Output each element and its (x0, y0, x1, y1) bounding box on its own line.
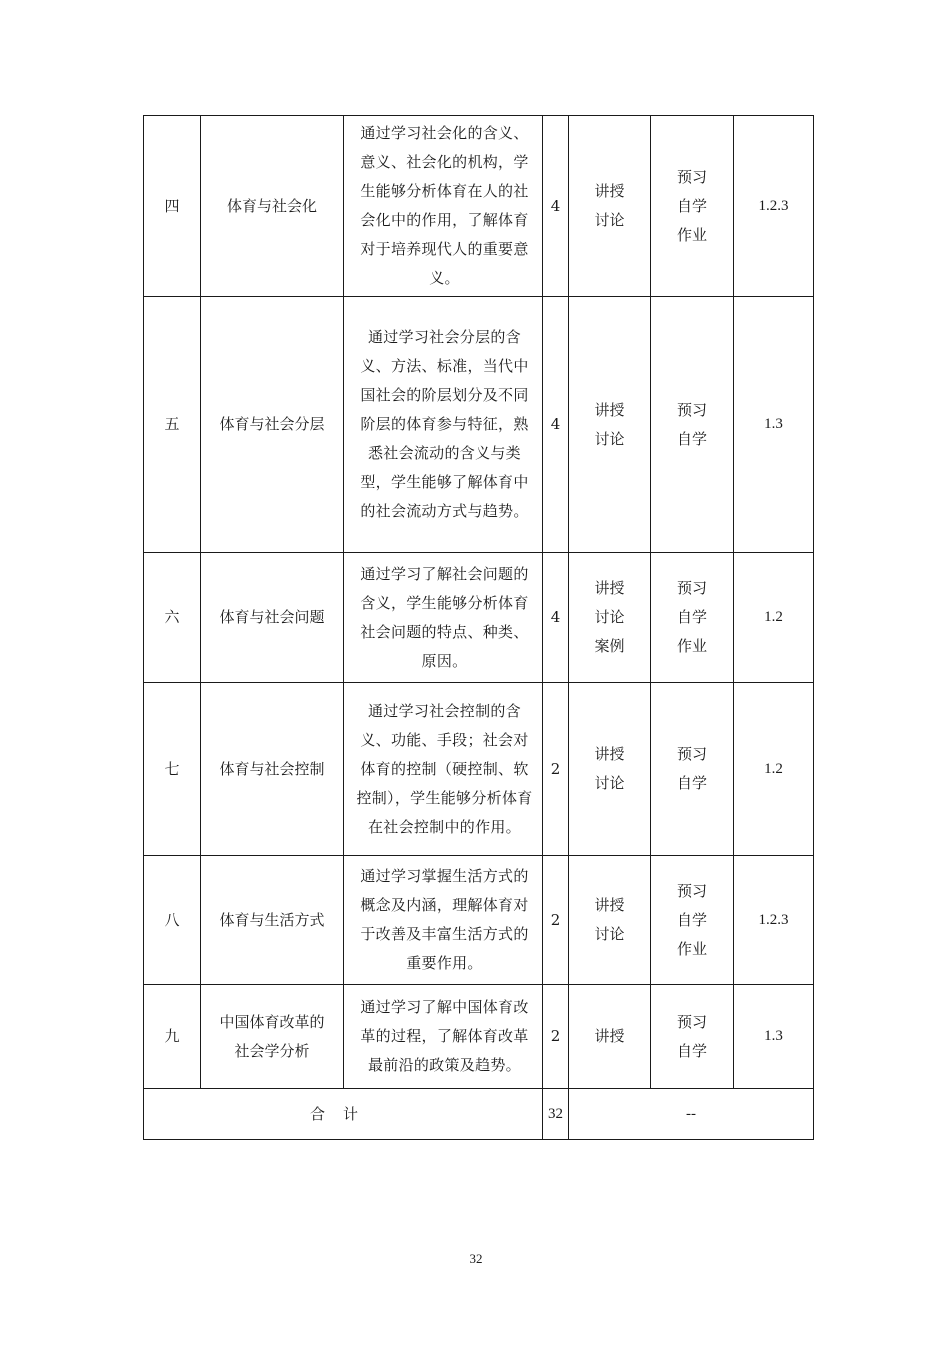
page-number: 32 (469, 1251, 483, 1266)
assignment-item: 作业 (676, 225, 707, 244)
objective-cell: 通过学习社会控制的含义、功能、手段；社会对体育的控制（硬控制、软控制），学生能够分析体育在社会控制中的作用。 (344, 683, 543, 856)
table-row (144, 683, 814, 856)
method-item: 讲授 (594, 579, 625, 597)
total-label: 合计 (144, 1089, 543, 1140)
method-cell (569, 553, 651, 683)
objective-cell: 通过学习社会分层的含义、方法、标准，当代中国社会的阶层划分及不同阶层的体育参与特征，熟悉社会流动的含义与类型，学生能够了解体育中的社会流动方式与趋势。 (344, 297, 543, 553)
title-cell: 体育与社会问题 (201, 553, 344, 683)
chapter-cell: 七 (144, 683, 201, 856)
title-cell: 体育与社会分层 (201, 297, 344, 553)
chapter-cell: 九 (144, 985, 201, 1089)
method-cell (569, 985, 651, 1089)
assignment-item: 作业 (676, 637, 707, 655)
table-row (144, 553, 814, 683)
assignment-cell (651, 297, 734, 553)
assignment-cell (651, 116, 734, 297)
total-hours: 32 (543, 1089, 569, 1140)
hours-cell: 2 (543, 683, 569, 856)
assignment-item: 自学 (676, 910, 707, 929)
method-item: 讲授 (594, 745, 625, 763)
assignment-item: 自学 (676, 429, 707, 448)
table-row (144, 985, 814, 1089)
hours-cell: 4 (543, 553, 569, 683)
assignment-cell (651, 856, 734, 985)
assignment-cell (651, 985, 734, 1089)
target-cell: 1.2.3 (734, 856, 814, 985)
chapter-cell: 六 (144, 553, 201, 683)
target-cell: 1.2 (734, 683, 814, 856)
method-item: 讨论 (594, 925, 625, 943)
title-cell: 体育与社会化 (201, 116, 344, 297)
target-cell: 1.3 (734, 297, 814, 553)
method-cell (569, 683, 651, 856)
total-placeholder: -- (569, 1089, 814, 1140)
title-cell: 中国体育改革的社会学分析 (201, 985, 344, 1089)
assignment-cell (651, 553, 734, 683)
hours-cell: 2 (543, 856, 569, 985)
chapter-cell: 五 (144, 297, 201, 553)
assignment-item: 预习 (676, 400, 707, 419)
objective-cell: 通过学习社会化的含义、意义、社会化的机构，学生能够分析体育在人的社会化中的作用，了解体育对于培养现代人的重要意义。 (344, 116, 543, 297)
assignment-item: 预习 (676, 579, 707, 597)
table-row (144, 856, 814, 985)
target-cell: 1.2 (734, 553, 814, 683)
title-cell: 体育与社会控制 (201, 683, 344, 856)
assignment-cell (651, 683, 734, 856)
method-item: 讲授 (594, 182, 625, 200)
syllabus-table (143, 115, 814, 1140)
title-cell: 体育与生活方式 (201, 856, 344, 985)
hours-cell: 4 (543, 297, 569, 553)
assignment-item: 预习 (676, 881, 707, 900)
method-item: 讲授 (594, 1027, 625, 1045)
method-item: 讨论 (594, 608, 625, 626)
assignment-item: 作业 (676, 939, 707, 958)
total-row (144, 1089, 814, 1140)
assignment-item: 自学 (676, 774, 707, 792)
objective-cell: 通过学习掌握生活方式的概念及内涵，理解体育对于改善及丰富生活方式的重要作用。 (344, 856, 543, 985)
assignment-item: 预习 (676, 1012, 707, 1031)
method-cell (569, 856, 651, 985)
method-item: 讨论 (594, 774, 625, 792)
table-row (144, 297, 814, 553)
table-row (144, 116, 814, 297)
target-cell: 1.2.3 (734, 116, 814, 297)
method-item: 讨论 (594, 211, 625, 229)
method-item: 讲授 (594, 400, 625, 419)
assignment-item: 自学 (676, 608, 707, 626)
method-item: 讲授 (594, 896, 625, 914)
assignment-item: 预习 (676, 167, 707, 186)
table-body (144, 116, 814, 1140)
assignment-item: 自学 (676, 196, 707, 215)
method-cell (569, 116, 651, 297)
chapter-cell: 四 (144, 116, 201, 297)
method-cell (569, 297, 651, 553)
hours-cell: 2 (543, 985, 569, 1089)
assignment-item: 预习 (676, 745, 707, 763)
method-item: 讨论 (594, 429, 625, 448)
objective-cell: 通过学习了解中国体育改革的过程，了解体育改革最前沿的政策及趋势。 (344, 985, 543, 1089)
method-item: 案例 (594, 637, 625, 655)
assignment-item: 自学 (676, 1041, 707, 1060)
hours-cell: 4 (543, 116, 569, 297)
objective-cell: 通过学习了解社会问题的含义，学生能够分析体育社会问题的特点、种类、原因。 (344, 553, 543, 683)
target-cell: 1.3 (734, 985, 814, 1089)
chapter-cell: 八 (144, 856, 201, 985)
